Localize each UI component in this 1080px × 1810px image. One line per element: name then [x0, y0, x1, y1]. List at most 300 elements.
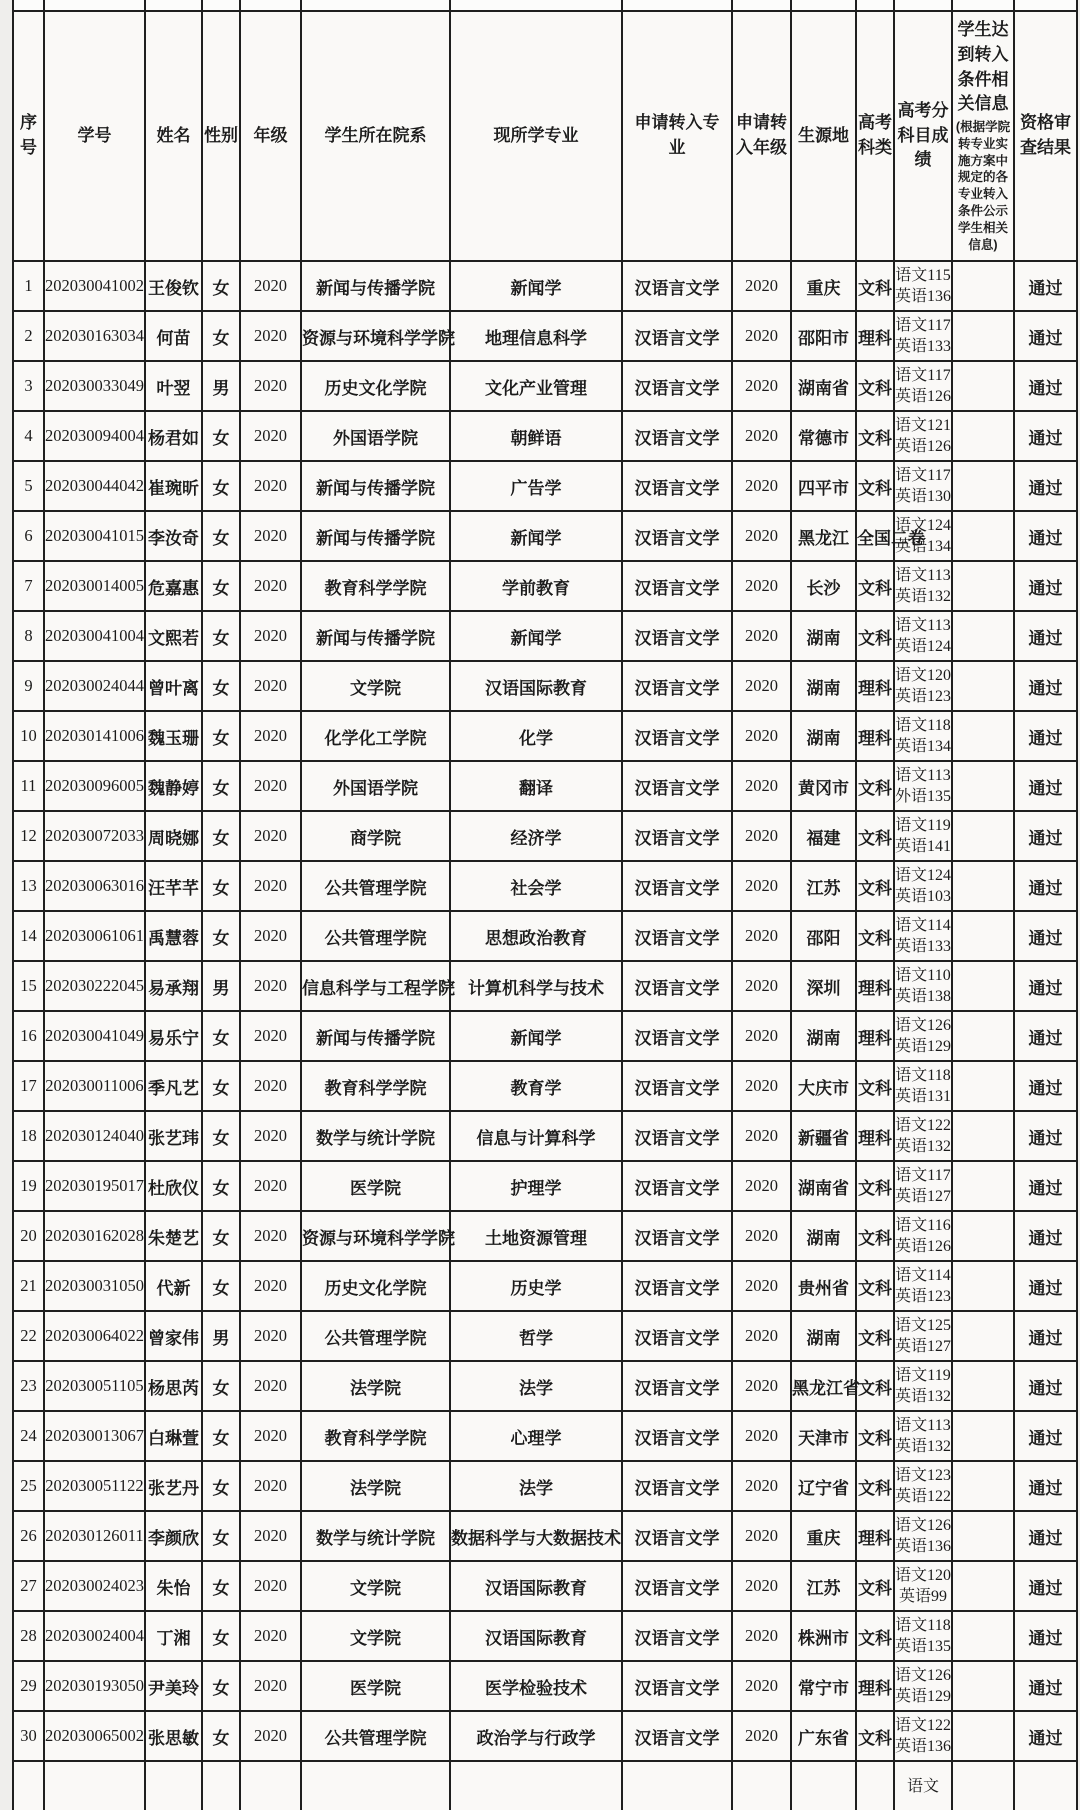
- cell-grade: 2020: [240, 811, 301, 861]
- table-row: [13, 1761, 1077, 1810]
- cell-exam-category: 文科: [856, 1711, 894, 1761]
- table-row: [13, 561, 1077, 611]
- col-header-condition-info: 学生达到转入条件相关信息 (根据学院转专业实施方案中规定的各专业转入条件公示学生相关信息): [952, 11, 1014, 261]
- cell-target-grade: 2020: [732, 311, 791, 361]
- cell-origin: 新疆省: [791, 1111, 856, 1161]
- cell-name: 尹美玲: [145, 1661, 202, 1711]
- cell-condition-info: [952, 561, 1014, 611]
- cell-exam-scores: [894, 1711, 952, 1761]
- cell-target-major: 汉语言文学: [622, 1661, 732, 1711]
- score-line-english: 英语126: [895, 1238, 952, 1255]
- cell-current-major: 朝鲜语: [450, 411, 622, 461]
- cell-grade: 2020: [240, 1061, 301, 1111]
- cell-target-grade: 2020: [732, 511, 791, 561]
- score-line-english: 英语127: [895, 1188, 952, 1205]
- score-line-chinese: 语文114: [895, 917, 951, 934]
- cell-seq: 24: [13, 1411, 44, 1461]
- cell-student-id: 202030051105: [44, 1361, 145, 1411]
- score-line-chinese: 语文126: [895, 1017, 952, 1034]
- cell-name: 季凡艺: [145, 1061, 202, 1111]
- cell-gender: 女: [202, 511, 240, 561]
- cell-student-id: 202030094004: [44, 411, 145, 461]
- cell-condition-info: [952, 1361, 1014, 1411]
- score-line-chinese: 语文118: [895, 1067, 951, 1084]
- cell-review-result: 通过: [1014, 1661, 1077, 1711]
- cell-student-id: 202030024004: [44, 1611, 145, 1661]
- cell-gender: 女: [202, 761, 240, 811]
- score-line-chinese: 语文126: [895, 1517, 952, 1534]
- cell-origin: 湖南: [791, 661, 856, 711]
- cell-origin: 长沙: [791, 561, 856, 611]
- score-line-english: 英语134: [895, 538, 952, 555]
- cell-grade: 2020: [240, 1361, 301, 1411]
- cell-review-result: 通过: [1014, 1511, 1077, 1561]
- cell-gender: 女: [202, 461, 240, 511]
- score-line-english: 英语133: [895, 338, 952, 355]
- cell-target-grade: 2020: [732, 961, 791, 1011]
- cell-current-major: 汉语国际教育: [450, 1611, 622, 1661]
- cell-seq: 15: [13, 961, 44, 1011]
- table-row: [13, 361, 1077, 411]
- cell-gender: 女: [202, 1011, 240, 1061]
- score-line-english: 英语126: [895, 388, 952, 405]
- cell-student-id: 202030193050: [44, 1661, 145, 1711]
- cell-grade: 2020: [240, 1661, 301, 1711]
- cell-grade: 2020: [240, 911, 301, 961]
- cell-student-id: 202030124040: [44, 1111, 145, 1161]
- cell-grade: 2020: [240, 1411, 301, 1461]
- cell-exam-category: 文科: [856, 1161, 894, 1211]
- cell-department: 医学院: [301, 1161, 450, 1211]
- cell-current-major: 翻译: [450, 761, 622, 811]
- cell-condition-info: [952, 1661, 1014, 1711]
- cell-student-id: 202030024023: [44, 1561, 145, 1611]
- cell-name: 李汝奇: [145, 511, 202, 561]
- cell-department: 历史文化学院: [301, 361, 450, 411]
- cell-department: 新闻与传播学院: [301, 261, 450, 311]
- cell-student-id: 202030063016: [44, 861, 145, 911]
- cell-gender: 男: [202, 961, 240, 1011]
- cell-review-result: 通过: [1014, 1011, 1077, 1061]
- table-row: [13, 261, 1077, 311]
- cell-department: 化学化工学院: [301, 711, 450, 761]
- table-row: [13, 1611, 1077, 1661]
- cell-department: 新闻与传播学院: [301, 1011, 450, 1061]
- cell-department: 新闻与传播学院: [301, 511, 450, 561]
- score-line-chinese: 语文119: [895, 1367, 951, 1384]
- score-line-chinese: 语文126: [895, 1667, 952, 1684]
- cell-grade: 2020: [240, 861, 301, 911]
- cell-exam-category: 文科: [856, 561, 894, 611]
- cell-student-id: 202030024044: [44, 661, 145, 711]
- cell-seq: 16: [13, 1011, 44, 1061]
- cell-target-major: 汉语言文学: [622, 361, 732, 411]
- cell-target-major: 汉语言文学: [622, 311, 732, 361]
- score-line-chinese: 语文113: [895, 767, 951, 784]
- cell-exam-scores: [894, 961, 952, 1011]
- col-header-department: 学生所在院系: [301, 11, 450, 261]
- cell-review-result: 通过: [1014, 1111, 1077, 1161]
- cell-target-major: 汉语言文学: [622, 461, 732, 511]
- cell-target-grade: 2020: [732, 811, 791, 861]
- cell-condition-info: [952, 961, 1014, 1011]
- score-line-english: 英语136: [895, 1538, 952, 1555]
- cell-origin: 常德市: [791, 411, 856, 461]
- cell-target-major: 汉语言文学: [622, 711, 732, 761]
- cell-grade: 2020: [240, 511, 301, 561]
- score-line-chinese: 语文123: [895, 1467, 952, 1484]
- cell-target-major: 汉语言文学: [622, 1711, 732, 1761]
- cell-gender: 男: [202, 1311, 240, 1361]
- col-header-target-grade: 申请转入年级: [732, 11, 791, 261]
- cell-origin: 辽宁省: [791, 1461, 856, 1511]
- col-header-seq: 序号: [13, 11, 44, 261]
- cell-name: 张艺丹: [145, 1461, 202, 1511]
- cell-exam-scores: [894, 311, 952, 361]
- cell-review-result: 通过: [1014, 1161, 1077, 1211]
- cell-exam-scores: [894, 761, 952, 811]
- cell-origin: 湖南: [791, 1311, 856, 1361]
- cell-origin: 重庆: [791, 261, 856, 311]
- cell-review-result: 通过: [1014, 261, 1077, 311]
- table-body: [13, 261, 1077, 1810]
- cell-name: 朱怡: [145, 1561, 202, 1611]
- cell-seq: 19: [13, 1161, 44, 1211]
- cell-department: 数学与统计学院: [301, 1511, 450, 1561]
- cell-exam-category: 理科: [856, 661, 894, 711]
- cell-review-result: [1014, 1761, 1077, 1810]
- cell-student-id: 202030222045: [44, 961, 145, 1011]
- cell-review-result: 通过: [1014, 1561, 1077, 1611]
- cell-gender: 女: [202, 1111, 240, 1161]
- cell-gender: 女: [202, 861, 240, 911]
- cell-seq: 2: [13, 311, 44, 361]
- cell-target-major: 汉语言文学: [622, 1411, 732, 1461]
- cell-exam-category: 理科: [856, 1011, 894, 1061]
- score-line-english: 英语129: [895, 1688, 952, 1705]
- cell-origin: 大庆市: [791, 1061, 856, 1111]
- cell-exam-category: 文科: [856, 911, 894, 961]
- score-line-chinese: 语文113: [895, 1417, 951, 1434]
- cell-exam-scores: [894, 1611, 952, 1661]
- cell-target-grade: 2020: [732, 361, 791, 411]
- cell-target-major: 汉语言文学: [622, 1611, 732, 1661]
- cell-target-grade: 2020: [732, 1661, 791, 1711]
- cell-target-major: 汉语言文学: [622, 411, 732, 461]
- cell-gender: 女: [202, 1161, 240, 1211]
- cell-name: 杨思芮: [145, 1361, 202, 1411]
- cell-target-grade: 2020: [732, 461, 791, 511]
- cell-target-grade: 2020: [732, 711, 791, 761]
- cell-name: 王俊钦: [145, 261, 202, 311]
- cell-student-id: 202030011006: [44, 1061, 145, 1111]
- score-line-english: 英语129: [895, 1038, 952, 1055]
- cell-department: 资源与环境科学学院: [301, 311, 450, 361]
- cell-grade: 2020: [240, 711, 301, 761]
- cell-exam-scores: [894, 611, 952, 661]
- cell-student-id: 202030126011: [44, 1511, 145, 1561]
- cell-origin: 湖南: [791, 1211, 856, 1261]
- cell-exam-category: 文科: [856, 1461, 894, 1511]
- cell-review-result: 通过: [1014, 761, 1077, 811]
- cell-origin: 深圳: [791, 961, 856, 1011]
- cell-name: 禹慧蓉: [145, 911, 202, 961]
- score-line-english: 英语132: [895, 1438, 952, 1455]
- cell-department: 数学与统计学院: [301, 1111, 450, 1161]
- cell-current-major: 广告学: [450, 461, 622, 511]
- cell-review-result: 通过: [1014, 1411, 1077, 1461]
- cell-review-result: 通过: [1014, 461, 1077, 511]
- cell-origin: 湖南: [791, 1011, 856, 1061]
- cell-exam-scores: [894, 1011, 952, 1061]
- cell-seq: 10: [13, 711, 44, 761]
- score-line-chinese: 语文116: [895, 1217, 951, 1234]
- score-line-chinese: 语文113: [895, 567, 951, 584]
- cell-review-result: 通过: [1014, 1311, 1077, 1361]
- cell-student-id: 202030044042: [44, 461, 145, 511]
- cell-target-grade: 2020: [732, 1361, 791, 1411]
- cell-exam-scores: [894, 1311, 952, 1361]
- score-line-chinese: 语文113: [895, 617, 951, 634]
- cell-exam-scores: [894, 561, 952, 611]
- cell-department: 医学院: [301, 1661, 450, 1711]
- cell-name: 周晓娜: [145, 811, 202, 861]
- cell-current-major: 文化产业管理: [450, 361, 622, 411]
- cell-gender: 女: [202, 261, 240, 311]
- cell-current-major: 信息与计算科学: [450, 1111, 622, 1161]
- table-row: [13, 1011, 1077, 1061]
- cell-target-grade: 2020: [732, 761, 791, 811]
- cell-exam-category: 文科: [856, 1061, 894, 1111]
- cell-target-grade: 2020: [732, 1161, 791, 1211]
- cell-current-major: 护理学: [450, 1161, 622, 1211]
- cell-gender: [202, 1761, 240, 1810]
- cell-name: 白琳萱: [145, 1411, 202, 1461]
- cell-origin: 湖南省: [791, 361, 856, 411]
- cell-review-result: 通过: [1014, 861, 1077, 911]
- cell-name: 何苗: [145, 311, 202, 361]
- cell-seq: 27: [13, 1561, 44, 1611]
- table-row: [13, 1511, 1077, 1561]
- header-row: [13, 11, 1077, 261]
- score-line-chinese: 语文117: [895, 317, 951, 334]
- cell-current-major: 哲学: [450, 1311, 622, 1361]
- cell-gender: 女: [202, 1361, 240, 1411]
- cell-condition-info: [952, 511, 1014, 561]
- cell-seq: 8: [13, 611, 44, 661]
- cell-seq: 25: [13, 1461, 44, 1511]
- cell-student-id: 202030041004: [44, 611, 145, 661]
- cell-department: 文学院: [301, 1561, 450, 1611]
- cell-exam-category: 文科: [856, 1561, 894, 1611]
- cell-department: 外国语学院: [301, 761, 450, 811]
- cell-exam-scores: [894, 911, 952, 961]
- col-header-origin: 生源地: [791, 11, 856, 261]
- cell-grade: 2020: [240, 1461, 301, 1511]
- cell-grade: 2020: [240, 1311, 301, 1361]
- cell-exam-category: 文科: [856, 1211, 894, 1261]
- score-line-english: 英语126: [895, 438, 952, 455]
- cell-condition-info: [952, 1761, 1014, 1810]
- score-line-english: 英语99: [898, 1588, 947, 1605]
- cell-student-id: 202030013067: [44, 1411, 145, 1461]
- cell-grade: 2020: [240, 1511, 301, 1561]
- cell-target-grade: 2020: [732, 611, 791, 661]
- cell-origin: 福建: [791, 811, 856, 861]
- cell-exam-scores: [894, 1511, 952, 1561]
- cell-student-id: 202030041002: [44, 261, 145, 311]
- cell-target-major: [622, 1761, 732, 1810]
- cell-student-id: 202030096005: [44, 761, 145, 811]
- cell-current-major: 汉语国际教育: [450, 1561, 622, 1611]
- score-line-chinese: 语文: [906, 1777, 939, 1795]
- cell-current-major: 化学: [450, 711, 622, 761]
- score-line-english: 英语132: [895, 1388, 952, 1405]
- cell-grade: 2020: [240, 611, 301, 661]
- score-line-chinese: 语文110: [895, 967, 951, 984]
- cell-exam-scores: [894, 1111, 952, 1161]
- cell-department: 教育科学学院: [301, 561, 450, 611]
- cell-exam-scores: [894, 1161, 952, 1211]
- cell-review-result: 通过: [1014, 1211, 1077, 1261]
- cell-exam-category: 全国二卷: [856, 511, 894, 561]
- cell-current-major: 新闻学: [450, 261, 622, 311]
- cell-seq: 11: [13, 761, 44, 811]
- cell-grade: 2020: [240, 411, 301, 461]
- cell-student-id: 202030141006: [44, 711, 145, 761]
- cell-exam-category: 文科: [856, 861, 894, 911]
- cell-name: 杜欣仪: [145, 1161, 202, 1211]
- cell-exam-category: 文科: [856, 261, 894, 311]
- cell-exam-scores: [894, 1561, 952, 1611]
- cell-seq: 23: [13, 1361, 44, 1411]
- cell-exam-category: 文科: [856, 811, 894, 861]
- cell-seq: 6: [13, 511, 44, 561]
- cell-student-id: 202030031050: [44, 1261, 145, 1311]
- cell-department: 新闻与传播学院: [301, 461, 450, 511]
- cell-condition-info: [952, 711, 1014, 761]
- score-line-chinese: 语文122: [895, 1717, 952, 1734]
- table-row: [13, 711, 1077, 761]
- cell-exam-scores: [894, 261, 952, 311]
- cell-name: 崔琬昕: [145, 461, 202, 511]
- cell-name: 易乐宁: [145, 1011, 202, 1061]
- cell-current-major: 数据科学与大数据技术: [450, 1511, 622, 1561]
- cell-gender: 女: [202, 1661, 240, 1711]
- cell-exam-scores: [894, 711, 952, 761]
- cell-department: 法学院: [301, 1461, 450, 1511]
- cell-exam-category: 文科: [856, 761, 894, 811]
- cell-exam-category: [856, 1761, 894, 1810]
- cell-student-id: 202030061061: [44, 911, 145, 961]
- cell-exam-scores: [894, 811, 952, 861]
- cell-seq: 7: [13, 561, 44, 611]
- cell-department: 公共管理学院: [301, 1311, 450, 1361]
- cell-student-id: 202030162028: [44, 1211, 145, 1261]
- col-header-target-major: 申请转入专业: [622, 11, 732, 261]
- cell-gender: 女: [202, 811, 240, 861]
- cell-department: [301, 1761, 450, 1810]
- score-line-chinese: 语文117: [895, 1167, 951, 1184]
- cell-grade: 2020: [240, 1011, 301, 1061]
- cell-exam-category: 理科: [856, 711, 894, 761]
- cell-name: 张思敏: [145, 1711, 202, 1761]
- cell-condition-info: [952, 361, 1014, 411]
- cell-name: 张艺玮: [145, 1111, 202, 1161]
- cell-exam-scores: [894, 411, 952, 461]
- cell-target-grade: 2020: [732, 1111, 791, 1161]
- cell-target-major: 汉语言文学: [622, 1461, 732, 1511]
- cell-current-major: 法学: [450, 1461, 622, 1511]
- cell-student-id: 202030033049: [44, 361, 145, 411]
- cell-target-major: 汉语言文学: [622, 1261, 732, 1311]
- cell-department: 教育科学学院: [301, 1061, 450, 1111]
- cell-exam-category: 理科: [856, 1661, 894, 1711]
- cell-condition-info: [952, 261, 1014, 311]
- cell-grade: 2020: [240, 311, 301, 361]
- cell-target-grade: 2020: [732, 1561, 791, 1611]
- table-row: [13, 1061, 1077, 1111]
- cell-target-grade: 2020: [732, 1611, 791, 1661]
- cell-origin: 广东省: [791, 1711, 856, 1761]
- cell-gender: 女: [202, 1411, 240, 1461]
- cell-current-major: 教育学: [450, 1061, 622, 1111]
- table-row: [13, 311, 1077, 361]
- score-line-chinese: 语文120: [895, 1567, 952, 1584]
- cell-current-major: 土地资源管理: [450, 1211, 622, 1261]
- score-line-english: 英语136: [895, 288, 952, 305]
- cell-grade: 2020: [240, 1261, 301, 1311]
- cropped-row-above: [13, 0, 1077, 11]
- cell-gender: 女: [202, 1211, 240, 1261]
- cell-department: 公共管理学院: [301, 911, 450, 961]
- cell-exam-scores: [894, 1211, 952, 1261]
- table-row: [13, 961, 1077, 1011]
- cell-gender: 女: [202, 711, 240, 761]
- score-line-english: 英语124: [895, 638, 952, 655]
- score-line-chinese: 语文120: [895, 667, 952, 684]
- cell-department: 公共管理学院: [301, 861, 450, 911]
- cell-target-grade: [732, 1761, 791, 1810]
- cell-condition-info: [952, 411, 1014, 461]
- cell-gender: 女: [202, 1711, 240, 1761]
- cell-origin: 江苏: [791, 1561, 856, 1611]
- cell-department: 历史文化学院: [301, 1261, 450, 1311]
- score-line-chinese: 语文124: [895, 867, 952, 884]
- col-header-grade: 年级: [240, 11, 301, 261]
- cell-review-result: 通过: [1014, 311, 1077, 361]
- cell-origin: 常宁市: [791, 1661, 856, 1711]
- cell-grade: 2020: [240, 461, 301, 511]
- cell-condition-info: [952, 1161, 1014, 1211]
- cell-department: 法学院: [301, 1361, 450, 1411]
- cell-current-major: 地理信息科学: [450, 311, 622, 361]
- cell-condition-info: [952, 611, 1014, 661]
- cell-grade: 2020: [240, 961, 301, 1011]
- cell-target-grade: 2020: [732, 1461, 791, 1511]
- cell-origin: 黑龙江省: [791, 1361, 856, 1411]
- cell-target-major: 汉语言文学: [622, 1061, 732, 1111]
- cell-target-major: 汉语言文学: [622, 1311, 732, 1361]
- cell-condition-info: [952, 861, 1014, 911]
- cell-target-grade: 2020: [732, 861, 791, 911]
- cell-current-major: 汉语国际教育: [450, 661, 622, 711]
- cell-seq: 30: [13, 1711, 44, 1761]
- cell-target-major: 汉语言文学: [622, 561, 732, 611]
- cell-target-major: 汉语言文学: [622, 961, 732, 1011]
- score-line-english: 外语135: [895, 788, 952, 805]
- cell-exam-scores: [894, 1061, 952, 1111]
